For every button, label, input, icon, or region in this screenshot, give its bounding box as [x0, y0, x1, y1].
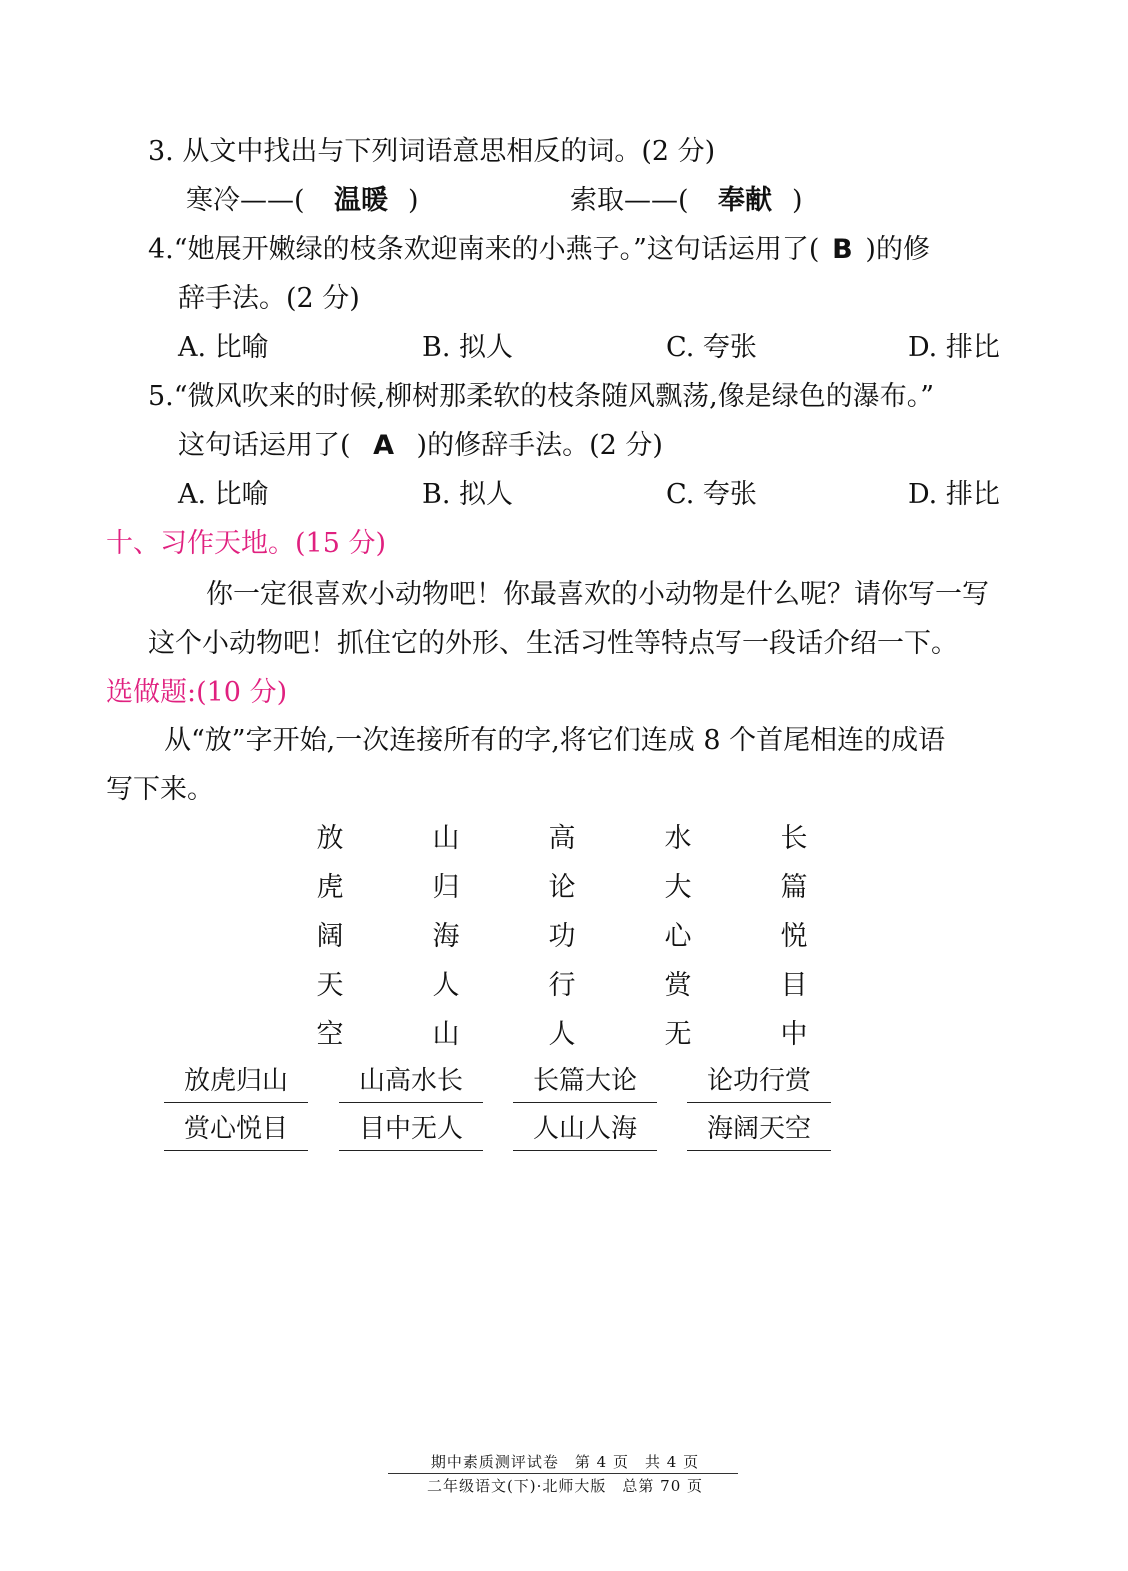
q4-option-a: A. 比喻: [178, 332, 269, 363]
grid-cell: 赏: [664, 970, 692, 1001]
q5-option-a: A. 比喻: [178, 479, 269, 510]
q5-line1: 5.“微风吹来的时候,柳树那柔软的枝条随风飘荡,像是绿色的瀑布。”: [148, 381, 935, 412]
grid-cell: 中: [780, 1019, 808, 1050]
grid-cell: 论: [548, 872, 576, 903]
footer-line2: 二年级语文(下)·北师大版 总第 70 页: [426, 1477, 704, 1495]
q4-line1-pre: 4.“她展开嫩绿的枝条欢迎南来的小燕子。”这句话运用了(: [148, 234, 820, 265]
q3-pair2-word: 索取——(: [570, 185, 689, 216]
q5-option-b: B. 拟人: [422, 479, 514, 510]
grid-cell: 空: [316, 1019, 344, 1050]
section10-heading: 十、习作天地。(15 分): [106, 528, 387, 559]
grid-cell: 归: [432, 872, 460, 903]
q3-pair2-close: ): [792, 185, 803, 216]
grid-cell: 无: [664, 1019, 692, 1050]
q5-option-c: C. 夸张: [666, 479, 757, 510]
idiom-answer: 山高水长: [339, 1062, 483, 1103]
idiom-answer: 论功行赏: [687, 1062, 831, 1103]
idiom-answer: 放虎归山: [164, 1062, 308, 1103]
q3-pair1-answer: 温暖: [334, 185, 388, 216]
grid-cell: 目: [780, 970, 808, 1001]
grid-cell: 山: [432, 1019, 460, 1050]
section10-line2: 这个小动物吧！抓住它的外形、生活习性等特点写一段话介绍一下。: [148, 628, 958, 659]
optional-line1: 从“放”字开始,一次连接所有的字,将它们连成 8 个首尾相连的成语: [164, 725, 946, 756]
grid-cell: 大: [664, 872, 692, 903]
q4-option-d: D. 排比: [908, 332, 1000, 363]
q4-line1-post: )的修: [865, 234, 930, 265]
grid-cell: 海: [432, 921, 460, 952]
footer-line1: 期中素质测评试卷 第 4 页 共 4 页: [430, 1453, 700, 1471]
grid-cell: 山: [432, 823, 460, 854]
grid-cell: 天: [316, 970, 344, 1001]
grid-cell: 阔: [316, 921, 344, 952]
q3-pair1-word: 寒冷——(: [186, 185, 305, 216]
q4-answer: B: [832, 234, 853, 265]
grid-cell: 高: [548, 823, 576, 854]
grid-cell: 放: [316, 823, 344, 854]
q5-line2-pre: 这句话运用了(: [178, 430, 351, 461]
section10-line1: 你一定很喜欢小动物吧！你最喜欢的小动物是什么呢？请你写一写: [206, 579, 989, 610]
grid-cell: 人: [432, 970, 460, 1001]
grid-cell: 心: [664, 921, 692, 952]
q3-pair1-close: ): [408, 185, 419, 216]
q5-answer: A: [373, 430, 394, 461]
q5-option-d: D. 排比: [908, 479, 1000, 510]
grid-cell: 篇: [780, 872, 808, 903]
q4-line2: 辞手法。(2 分): [178, 283, 360, 314]
grid-cell: 悦: [780, 921, 808, 952]
idiom-answer: 赏心悦目: [164, 1110, 308, 1151]
grid-cell: 功: [548, 921, 576, 952]
q4-option-c: C. 夸张: [666, 332, 757, 363]
grid-cell: 水: [664, 823, 692, 854]
q3-question: 3. 从文中找出与下列词语意思相反的词。(2 分): [148, 136, 716, 167]
idiom-answer: 海阔天空: [687, 1110, 831, 1151]
footer-divider: [388, 1473, 738, 1474]
optional-heading: 选做题:(10 分): [106, 677, 288, 708]
grid-cell: 人: [548, 1019, 576, 1050]
grid-cell: 行: [548, 970, 576, 1001]
q5-line2-post: )的修辞手法。(2 分): [416, 430, 663, 461]
q5-line2: [178, 428, 663, 464]
q4-option-b: B. 拟人: [422, 332, 514, 363]
idiom-answer: 长篇大论: [513, 1062, 657, 1103]
optional-line2: 写下来。: [106, 774, 214, 805]
idiom-answer: 人山人海: [513, 1110, 657, 1151]
grid-cell: 虎: [316, 872, 344, 903]
grid-cell: 长: [780, 823, 808, 854]
q3-pair2-answer: 奉献: [718, 185, 772, 216]
q4-line1: [148, 232, 1008, 268]
idiom-answer: 目中无人: [339, 1110, 483, 1151]
